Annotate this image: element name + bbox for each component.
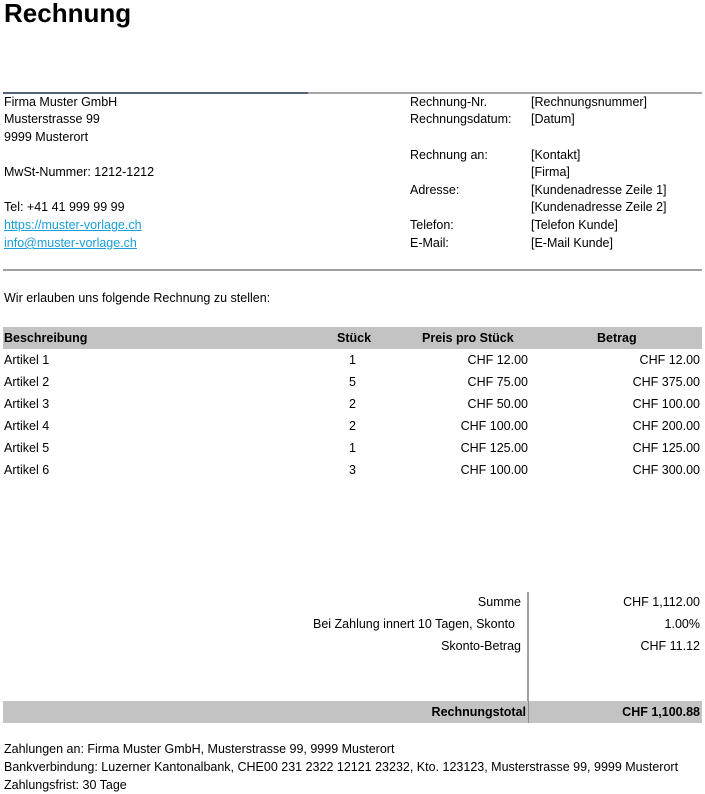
row-amount: CHF 12.00 [639,353,700,367]
invoice-number-value: [Rechnungsnummer] [531,95,648,109]
footer-terms: Zahlungsfrist: 30 Tage [4,778,127,792]
row-qty: 2 [349,419,356,433]
row-unit-price: CHF 100.00 [460,463,528,477]
row-unit-price: CHF 125.00 [460,441,528,455]
invoice-number-label: Rechnung-Nr. [410,95,488,109]
row-qty: 1 [349,353,356,367]
section-divider [3,269,702,271]
row-unit-price: CHF 100.00 [460,419,528,433]
discount-amount-label: Skonto-Betrag [441,639,521,653]
row-unit-price: CHF 75.00 [467,375,528,389]
row-amount: CHF 200.00 [632,419,700,433]
customer-email: [E-Mail Kunde] [531,236,613,250]
col-header-description: Beschreibung [4,331,88,345]
customer-phone: [Telefon Kunde] [531,218,618,232]
header-divider [308,92,702,94]
col-header-amount: Betrag [597,331,637,345]
customer-address-line1: [Kundenadresse Zeile 1] [531,183,667,197]
customer-address-line2: [Kundenadresse Zeile 2] [531,200,667,214]
row-qty: 1 [349,441,356,455]
row-description: Artikel 6 [4,463,50,477]
discount-amount-value: CHF 11.12 [640,639,700,653]
row-description: Artikel 1 [4,353,50,367]
sender-city: 9999 Musterort [4,130,89,144]
sender-email-link[interactable]: info@muster-vorlage.ch [4,236,137,250]
invoice-date-label: Rechnungsdatum: [410,112,512,126]
row-qty: 5 [349,375,356,389]
total-separator [528,701,529,723]
sender-company: Firma Muster GmbH [4,95,118,109]
phone-label: Telefon: [410,218,454,232]
col-header-qty: Stück [337,331,372,345]
address-label: Adresse: [410,183,460,197]
row-amount: CHF 100.00 [632,397,700,411]
row-description: Artikel 4 [4,419,50,433]
row-unit-price: CHF 50.00 [467,397,528,411]
row-qty: 2 [349,397,356,411]
sender-street: Musterstrasse 99 [4,112,100,126]
row-amount: CHF 300.00 [632,463,700,477]
discount-value: 1.00% [664,617,700,631]
row-unit-price: CHF 12.00 [467,353,528,367]
sender-phone: Tel: +41 41 999 99 99 [4,200,125,214]
total-value: CHF 1,100.88 [622,705,700,719]
email-label: E-Mail: [410,236,449,250]
intro-text: Wir erlauben uns folgende Rechnung zu stellen: [4,291,271,305]
summary-divider [527,592,529,701]
col-header-unit-price: Preis pro Stück [422,331,514,345]
sum-value: CHF 1,112.00 [623,595,700,609]
row-amount: CHF 375.00 [632,375,700,389]
sender-vat: MwSt-Nummer: 1212-1212 [4,165,155,179]
sum-label: Summe [477,595,521,609]
row-amount: CHF 125.00 [632,441,700,455]
header-divider-accent [3,92,308,94]
row-qty: 3 [349,463,356,477]
total-label: Rechnungstotal [431,705,526,719]
row-description: Artikel 3 [4,397,50,411]
footer-bank: Bankverbindung: Luzerner Kantonalbank, CHE00 231 2322 12121 23232, Kto. 123123, Musterstrasse 99, 9999 Musterort [4,760,679,774]
row-description: Artikel 2 [4,375,50,389]
footer-pay-to: Zahlungen an: Firma Muster GmbH, Musterstrasse 99, 9999 Musterort [4,742,395,756]
row-description: Artikel 5 [4,441,50,455]
invoice-date-value: [Datum] [531,112,575,126]
page-title: Rechnung [4,0,132,28]
customer-company: [Firma] [531,165,570,179]
discount-label: Bei Zahlung innert 10 Tagen, Skonto [313,617,515,631]
sender-website-link[interactable]: https://muster-vorlage.ch [4,218,142,232]
customer-contact: [Kontakt] [531,148,581,162]
invoice-to-label: Rechnung an: [410,148,488,162]
